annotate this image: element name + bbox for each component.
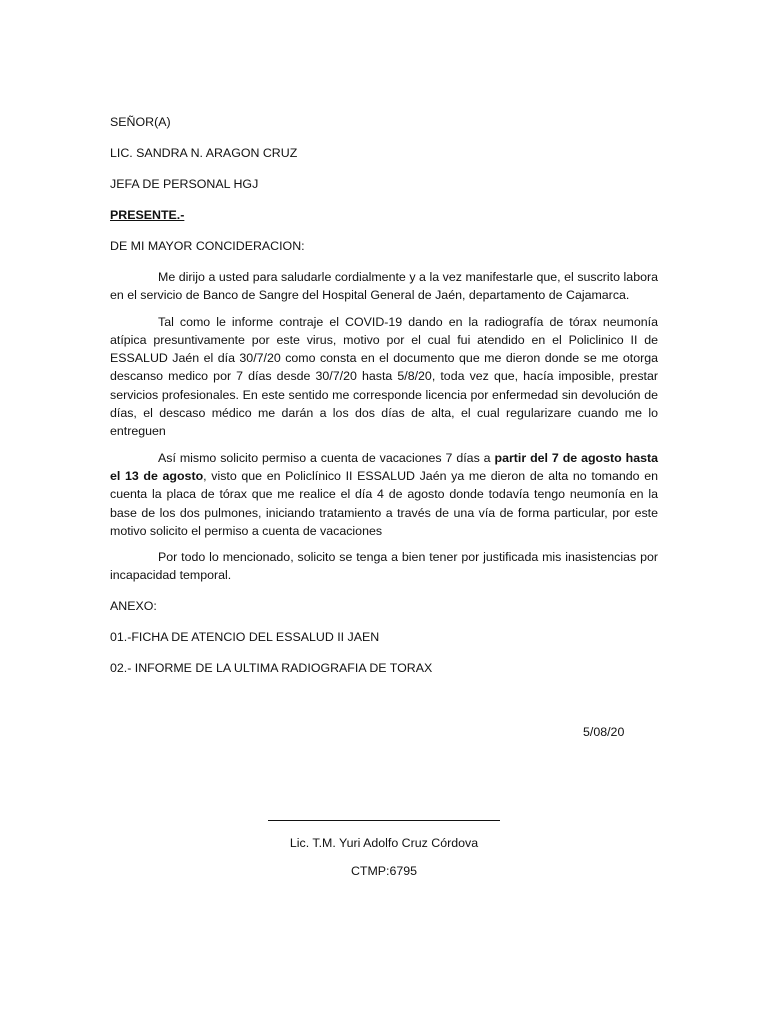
consideration-line: DE MI MAYOR CONCIDERACION: [110,239,305,253]
signature-line [268,820,500,821]
paragraph-intro: Me dirijo a usted para saludarle cordialmente y a la vez manifestarle que, el suscrito labora en el servicio de Banco de Sangre del Hospital General de Jaén, departamento de Cajamarca. [110,270,658,303]
recipient-name: LIC. SANDRA N. ARAGON CRUZ [110,146,298,160]
annex-item-2: 02.- INFORME DE LA ULTIMA RADIOGRAFIA DE TORAX [110,660,433,675]
signer-code: CTMP:6795 [350,864,418,878]
annex-item-1: 01.-FICHA DE ATENCIO DEL ESSALUD II JAEN [110,629,380,644]
recipient-title: JEFA DE PERSONAL HGJ [110,177,259,191]
annex-title: ANEXO: [110,598,157,613]
letter-date: 5/08/20 [583,725,625,739]
paragraph-closing: Por todo lo mencionado, solicito se tenga a bien tener por justificada mis inasistencias por incapacidad temporal. [110,550,658,583]
presente-heading: PRESENTE.- [110,208,185,222]
paragraph-vacation-dates: partir del 7 de agosto hasta el 13 de agosto [110,450,658,483]
signer-name: Lic. T.M. Yuri Adolfo Cruz Córdova [289,836,479,850]
paragraph-vacation-request [110,449,658,540]
paragraph-vacation-text-2: , visto que en Policlínico II ESSALUD Jaén ya me dieron de alta no tomando en cuenta la placa de tórax que me realice el día 4 de agosto donde todavía tengo neumonía en la base de los dos pulmones, iniciando tratamiento a través de una vía de forma particular, por este motivo solicito el permiso a cuenta de vacaciones [110,468,658,538]
salutation: SEÑOR(A) [110,115,171,129]
paragraph-covid: Tal como le informe contraje el COVID-19 dando en la radiografía de tórax neumonía atípica presuntivamente por este virus, motivo por el cual fui atendido en el Policlinico II de ESSALUD Jaén el día 30/7/20 como consta en el documento que me dieron donde se me otorga descanso medico por 7 días desde 30/7/20 hasta 5/8/20, toda vez que, hacía imposible, prestar servicios profesionales. En este sentido me corresponde licencia por enfermedad sin devolución de días, el descaso médico me darán a los dos días de alta, el cual regularizare cuando me lo entreguen [110,314,658,439]
paragraph-vacation-text-1: Así mismo solicito permiso a cuenta de vacaciones 7 días a [158,450,495,465]
letter-body [110,113,658,690]
